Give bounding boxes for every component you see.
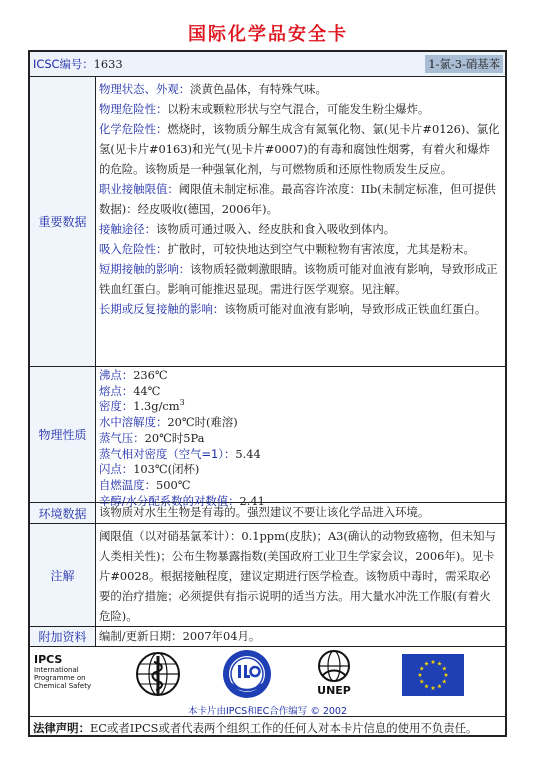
section-label: 注解 [30,524,96,626]
property-item: 蒸气压：20℃时5Pa [99,430,205,445]
property-item: 自燃温度：500℃ [99,477,191,492]
legal-statement-row [30,717,505,739]
icsc-number [33,56,123,72]
legal-statement [30,717,505,739]
safety-card [28,50,507,737]
notes-section [30,524,505,627]
environment-text: 该物质对水生生物是有毒的。强烈建议不要让该化学品进入环境。 [99,505,430,519]
ipcs-logo-line: Chemical Safety [34,682,92,690]
legal-text: EC或者IPCS或者代表两个组织工作的任何人对本卡片信息的使用不负责任。 [89,721,478,735]
section-label: 重要数据 [30,77,96,366]
page-title: 国际化学品安全卡 [188,24,348,45]
environment-section [30,503,505,524]
ilo-emblem-icon [221,648,273,700]
chemical-name: 1-氯-3-硝基苯 [425,55,503,73]
legal-label: 法律声明： [33,721,90,735]
data-item: 吸入危险性：扩散时，可较快地达到空气中颗粒物有害浓度，尤其是粉末。 [99,242,475,256]
property-item: 闪点：103℃(闭杯) [99,462,200,477]
property-item: 沸点：236℃ [99,368,168,382]
eu-flag-icon [402,654,464,696]
data-item: 接触途径：该物质可通过吸入、经皮肤和食入吸收到体内。 [99,222,396,236]
ipcs-logo-title: IPCS [34,653,63,666]
notes-text: 阈限值（以对硝基氯苯计）：0.1ppm(皮肤)；A3(确认的动物致癌物，但未知与人类相关性)；公布生物暴露指数(美国政府工业卫生学家会议，2006年)。见卡片#0028。根据接触程度，建议定期进行医学检查。该物质中毒时，需采取必要的治疗措施；必须提供有指示说明的适当方法。用大量水冲洗工作服(有着火危险)。 [99,529,496,623]
data-item: 职业接触限值：阈限值未制定标准。最高容许浓度：IIb(未制定标准，但可提供数据)：经皮吸收(德国，2006年)。 [99,182,496,216]
physical-properties-content [96,367,505,508]
physical-properties-section [30,367,505,508]
data-item: 化学危险性：燃烧时，该物质分解生成含有氮氧化物、氯(见卡片#0126)、氯化氢(见卡片#0163)和光气(见卡片#0007)的有毒和腐蚀性烟雾，有着火和爆炸的危险。该物质是一种强氧化剂，与可燃物质和还原性物质发生反应。 [99,122,500,176]
property-item: 辛醇/水分配系数的对数值：2.41 [99,493,265,508]
property-item: 熔点：44℃ [99,383,161,398]
ipcs-logo [34,654,91,690]
ipcs-logo-line: International [34,666,79,674]
additional-info-section [30,627,505,647]
additional-info-text: 编制/更新日期：2007年04月。 [99,629,261,643]
who-emblem-icon [134,650,182,698]
unep-emblem-icon [311,649,357,683]
section-label: 附加资料 [30,627,96,646]
card-header-row [30,52,505,77]
property-item: 密度：$1.3g/cm^3$ [99,398,185,414]
data-item: 物理危险性：以粉末或颗粒形状与空气混合，可能发生粉尘爆炸。 [99,102,430,116]
data-item: 物理状态、外观：淡黄色晶体，有特殊气味。 [99,82,327,96]
unep-wordmark: UNEP [317,684,351,697]
section-label: 环境数据 [30,503,96,523]
icsc-label: ICSC编号： [33,57,94,71]
important-data-content [96,77,505,366]
section-label: 物理性质 [30,367,96,502]
data-item: 长期或反复接触的影响：该物质可能对血液有影响，导致形成正铁血红蛋白。 [99,302,487,316]
property-item: 水中溶解度：20℃时(难溶) [99,415,238,430]
logos-row [30,647,505,717]
data-item: 短期接触的影响：该物质轻微刺激眼睛。该物质可能对血液有影响，导致形成正铁血红蛋白。影响可能推迟显现。需进行医学观察。见注解。 [99,262,498,296]
important-data-section [30,77,505,367]
logos-area [30,647,505,716]
ipcs-logo-line: Programme on [34,674,86,682]
icsc-number-value: 1633 [93,57,123,71]
card-credit: 本卡片由IPCS和EC合作编写 © 2002 [187,706,348,717]
property-item: 蒸气相对密度（空气=1）：5.44 [99,446,261,461]
